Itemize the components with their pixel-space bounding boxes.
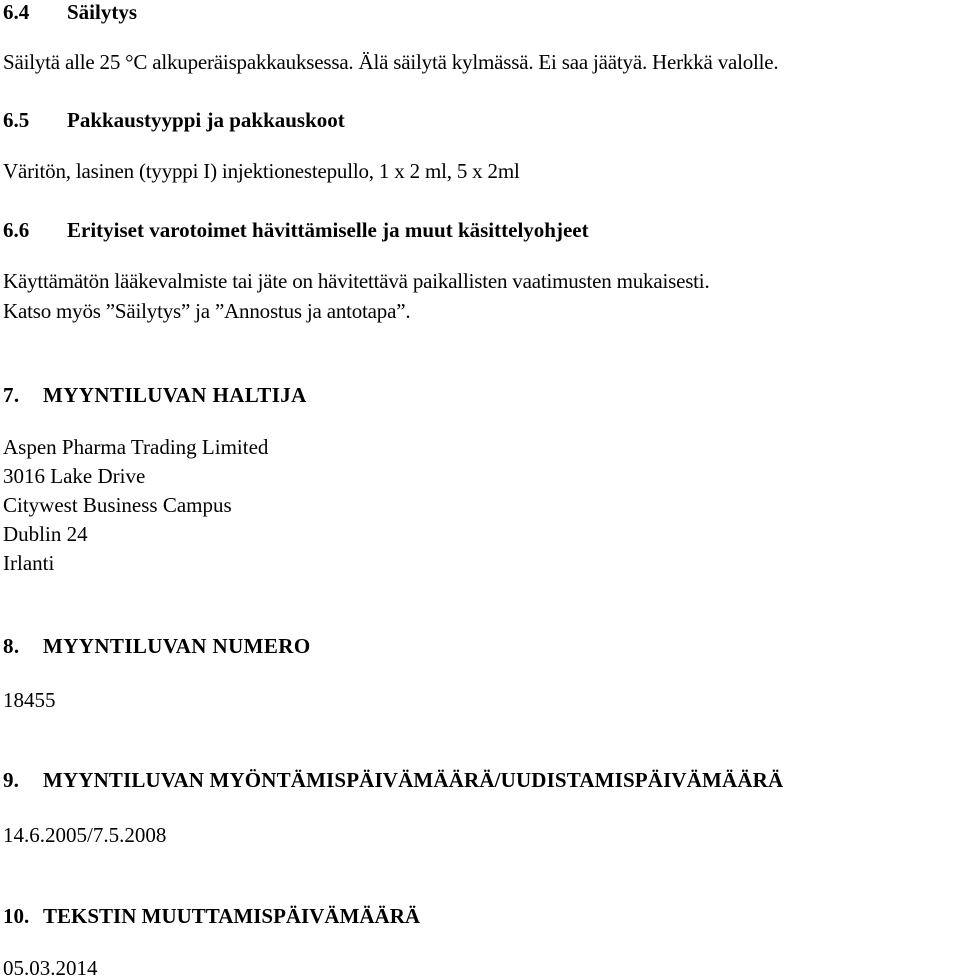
section-number: 10.: [3, 904, 30, 928]
section-number: 7.: [3, 383, 20, 407]
section-6-6-text-line-2: Katso myös ”Säilytys” ja ”Annostus ja antotapa”.: [3, 299, 411, 323]
address-line-3: Citywest Business Campus: [3, 493, 232, 517]
section-title: TEKSTIN MUUTTAMISPÄIVÄMÄÄRÄ: [43, 904, 421, 928]
section-6-4-text: Säilytä alle 25 °C alkuperäispakkauksessa. Älä säilytä kylmässä. Ei saa jäätyä. Herkkä valolle.: [3, 50, 779, 74]
section-10-heading: [3, 906, 420, 927]
section-7-heading: [3, 385, 307, 406]
address-line-4: Dublin 24: [3, 522, 88, 546]
section-6-6-heading: [3, 220, 589, 241]
section-6-5-heading: [3, 110, 345, 131]
address-line-1: Aspen Pharma Trading Limited: [3, 435, 269, 459]
section-number: 6.6: [3, 218, 30, 242]
marketing-authorisation-number: 18455: [3, 688, 56, 712]
section-number: 6.5: [3, 108, 30, 132]
section-number: 9.: [3, 768, 20, 792]
section-9-heading: [3, 770, 783, 791]
section-title: Erityiset varotoimet hävittämiselle ja muut käsittelyohjeet: [67, 218, 589, 242]
section-6-6-text-line-1: Käyttämätön lääkevalmiste tai jäte on hävitettävä paikallisten vaatimusten mukaisesti.: [3, 269, 710, 293]
address-line-5: Irlanti: [3, 551, 55, 575]
section-title: MYYNTILUVAN MYÖNTÄMISPÄIVÄMÄÄRÄ/UUDISTAMISPÄIVÄMÄÄRÄ: [43, 768, 784, 792]
authorisation-date: 14.6.2005/7.5.2008: [3, 823, 167, 847]
section-6-4-heading: [3, 2, 137, 23]
section-8-heading: [3, 636, 311, 657]
section-title: Säilytys: [67, 0, 138, 24]
address-line-2: 3016 Lake Drive: [3, 464, 146, 488]
section-title: MYYNTILUVAN NUMERO: [43, 634, 311, 658]
section-number: 6.4: [3, 0, 30, 24]
section-6-5-text: Väritön, lasinen (tyyppi I) injektionestepullo, 1 x 2 ml, 5 x 2ml: [3, 159, 520, 183]
revision-date: 05.03.2014: [3, 956, 98, 980]
section-title: MYYNTILUVAN HALTIJA: [43, 383, 307, 407]
section-title: Pakkaustyyppi ja pakkauskoot: [67, 108, 345, 132]
section-number: 8.: [3, 634, 20, 658]
